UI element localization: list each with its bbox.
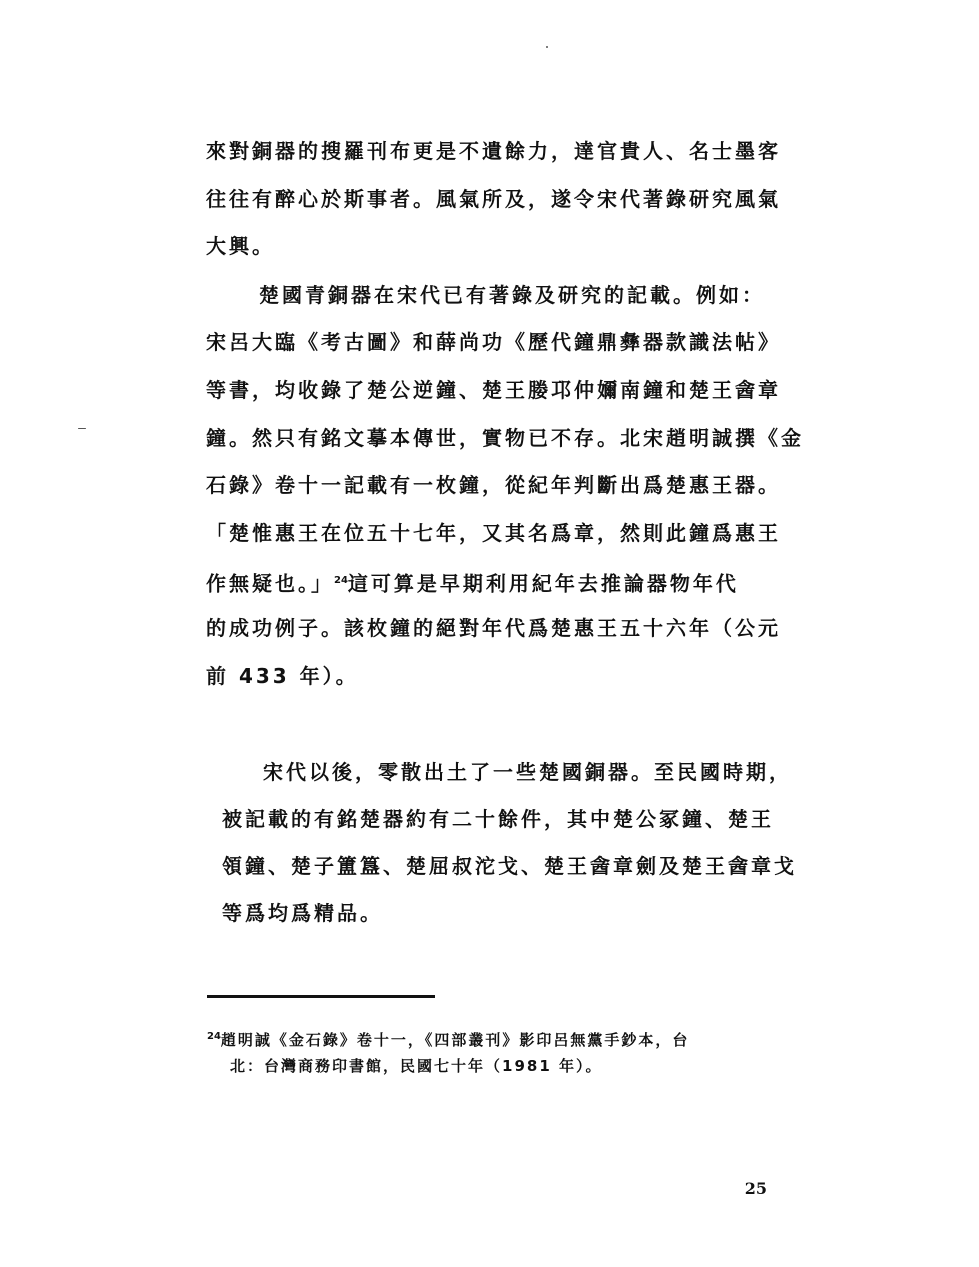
text-line: 被記載的有銘楚器約有二十餘件，其中楚公冢鐘、楚王 bbox=[222, 807, 774, 831]
text-line: 往往有醉心於斯事者。風氣所及，遂令宋代著錄研究風氣 bbox=[206, 187, 781, 211]
text-line: 宋呂大臨《考古圖》和薛尚功《歷代鐘鼎彝器款識法帖》 bbox=[206, 330, 781, 354]
text-line: 來對銅器的搜羅刊布更是不遺餘力，達官貴人、名士墨客 bbox=[206, 139, 781, 163]
text-line: 大興。 bbox=[206, 234, 275, 258]
text-line: 鐘。然只有銘文摹本傳世，實物已不存。北宋趙明誠撰《金 bbox=[206, 426, 804, 450]
text-line: 的成功例子。該枚鐘的絕對年代爲楚惠王五十六年（公元 bbox=[206, 616, 781, 640]
text-line: 等書，均收錄了楚公逆鐘、楚王媵邛仲嬭南鐘和楚王酓章 bbox=[206, 378, 781, 402]
text-line: 等爲均爲精品。 bbox=[222, 901, 383, 925]
footnote-line bbox=[207, 1027, 689, 1050]
scan-speck bbox=[546, 46, 548, 48]
text-line: 楚國青銅器在宋代已有著錄及研究的記載。例如： bbox=[259, 283, 765, 307]
quote-end: 作無疑也。」 bbox=[206, 571, 334, 596]
page-number: 25 bbox=[744, 1179, 767, 1198]
line-tail: 這可算是早期利用紀年去推論器物年代 bbox=[347, 571, 739, 596]
text-line-with-footnote bbox=[206, 568, 739, 597]
text-line: 宋代以後，零散出土了一些楚國銅器。至民國時期， bbox=[263, 760, 792, 784]
footnote-number: 24 bbox=[207, 1031, 221, 1042]
footnote-separator bbox=[207, 995, 435, 998]
text-line: 領鐘、楚子簠簋、楚屈叔沱戈、楚王酓章劍及楚王酓章戈 bbox=[222, 854, 797, 878]
footnote-line: 北：台灣商務印書館，民國七十年（1981 年）。 bbox=[230, 1057, 603, 1075]
scan-speck bbox=[78, 428, 86, 429]
text-line: 「楚惟惠王在位五十七年，又其名爲章，然則此鐘爲惠王 bbox=[206, 521, 781, 545]
footnote-text: 趙明誠《金石錄》卷十一，《四部叢刊》影印呂無黨手鈔本，台 bbox=[220, 1031, 690, 1049]
text-line: 石錄》卷十一記載有一枚鐘，從紀年判斷出爲楚惠王器。 bbox=[206, 473, 781, 497]
footnote-reference[interactable]: 24 bbox=[334, 575, 348, 586]
text-line: 前 433 年）。 bbox=[206, 664, 359, 688]
